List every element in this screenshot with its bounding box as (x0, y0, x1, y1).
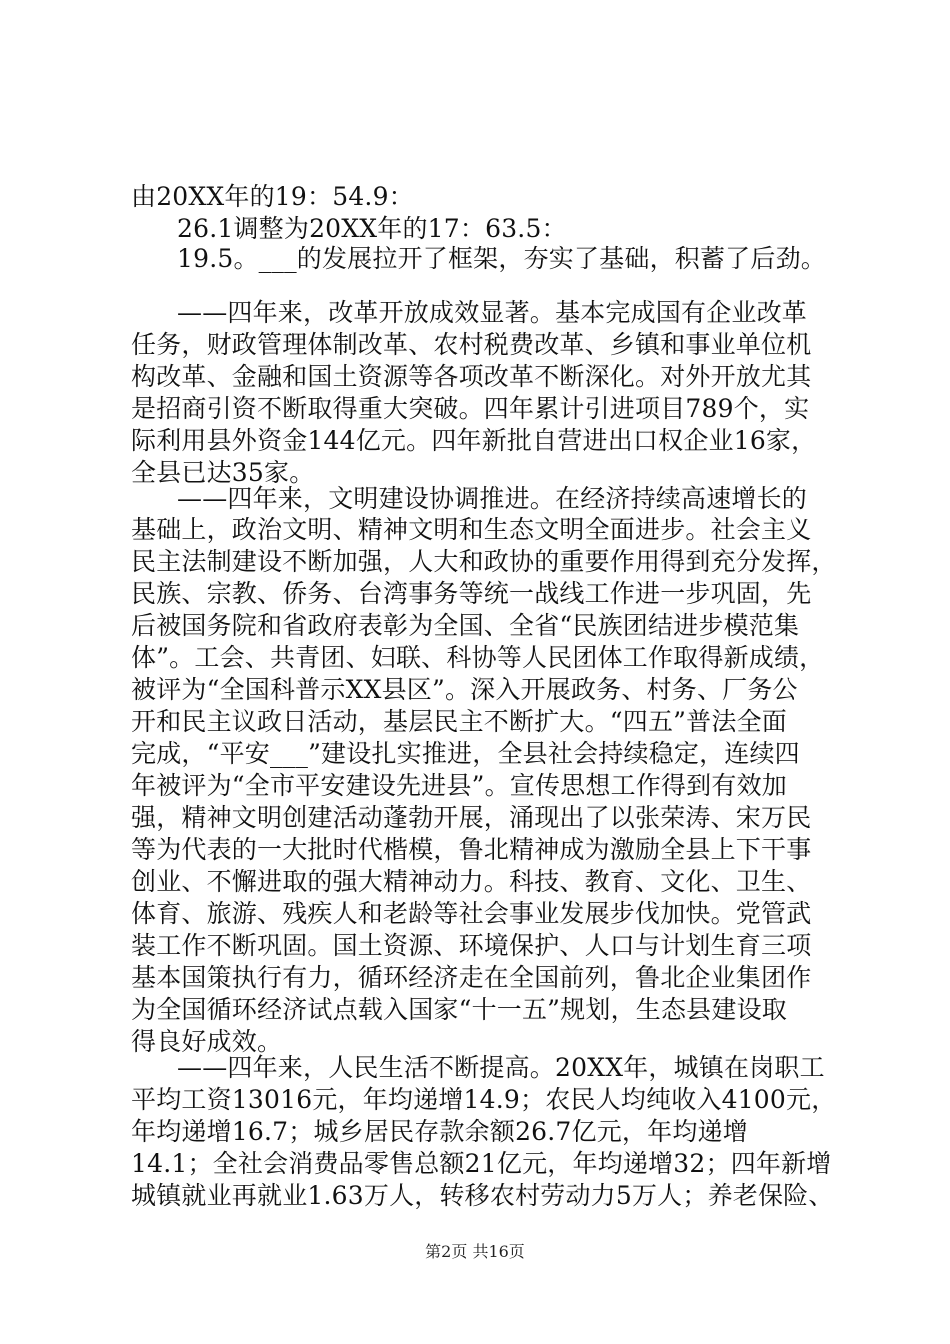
text-line: 19.5。___的发展拉开了框架，夯实了基础，积蓄了后劲。 (177, 244, 826, 273)
page-footer: 第2页 共16页 (425, 1242, 525, 1261)
text-line: ——四年来，人民生活不断提高。20XX年，城镇在岗职工 (177, 1053, 825, 1082)
text-line: 体育、旅游、残疾人和老龄等社会事业发展步伐加快。党管武 (131, 899, 812, 928)
text-line: 基础上，政治文明、精神文明和生态文明全面进步。社会主义 (131, 515, 812, 544)
text-line: 民族、宗教、侨务、台湾事务等统一战线工作进一步巩固，先 (131, 579, 812, 608)
text-line: 强，精神文明创建活动蓬勃开展，涌现出了以张荣涛、宋万民 (131, 803, 812, 832)
text-line: 被评为“全国科普示XX县区”。深入开展政务、村务、厂务公 (131, 675, 798, 704)
text-line: 装工作不断巩固。国土资源、环境保护、人口与计划生育三项 (131, 931, 812, 960)
text-line: 年被评为“全市平安建设先进县”。宣传思想工作得到有效加 (131, 771, 787, 800)
text-line: 创业、不懈进取的强大精神动力。科技、教育、文化、卫生、 (131, 867, 812, 896)
text-line: 年均递增16.7；城乡居民存款余额26.7亿元，年均递增 (131, 1117, 748, 1146)
text-line: 完成，“平安___”建设扎实推进，全县社会持续稳定，连续四 (131, 739, 800, 768)
text-line: 全县已达35家。 (131, 458, 315, 487)
text-line: 城镇就业再就业1.63万人，转移农村劳动力5万人；养老保险、 (131, 1181, 834, 1210)
text-line: 是招商引资不断取得重大突破。四年累计引进项目789个，实 (131, 394, 810, 423)
text-line: ——四年来，改革开放成效显著。基本完成国有企业改革 (177, 298, 808, 327)
text-line: 得良好成效。 (131, 1027, 283, 1056)
text-line: 基本国策执行有力，循环经济走在全国前列，鲁北企业集团作 (131, 963, 812, 992)
text-line: 14.1；全社会消费品零售总额21亿元，年均递增32；四年新增 (131, 1149, 832, 1178)
text-line: 等为代表的一大批时代楷模，鲁北精神成为激励全县上下干事 (131, 835, 812, 864)
text-line: 由20XX年的19：54.9： (131, 182, 414, 211)
text-line: 后被国务院和省政府表彰为全国、全省“民族团结进步模范集 (131, 611, 800, 640)
text-line: 际利用县外资金144亿元。四年新批自营进出口权企业16家， (131, 426, 817, 455)
text-line: 民主法制建设不断加强，人大和政协的重要作用得到充分发挥， (131, 547, 837, 576)
text-line: 为全国循环经济试点载入国家“十一五”规划，生态县建设取 (131, 995, 787, 1024)
text-line: 开和民主议政日活动，基层民主不断扩大。“四五”普法全面 (131, 707, 787, 736)
text-line: 26.1调整为20XX年的17：63.5： (177, 214, 567, 243)
text-line: 体”。工会、共青团、妇联、科协等人民团体工作取得新成绩， (131, 643, 825, 672)
text-line: 任务，财政管理体制改革、农村税费改革、乡镇和事业单位机 (131, 330, 812, 359)
text-line: 平均工资13016元，年均递增14.9；农民人均纯收入4100元， (131, 1085, 837, 1114)
text-line: ——四年来，文明建设协调推进。在经济持续高速增长的 (177, 484, 808, 513)
text-line: 构改革、金融和国土资源等各项改革不断深化。对外开放尤其 (131, 362, 812, 391)
